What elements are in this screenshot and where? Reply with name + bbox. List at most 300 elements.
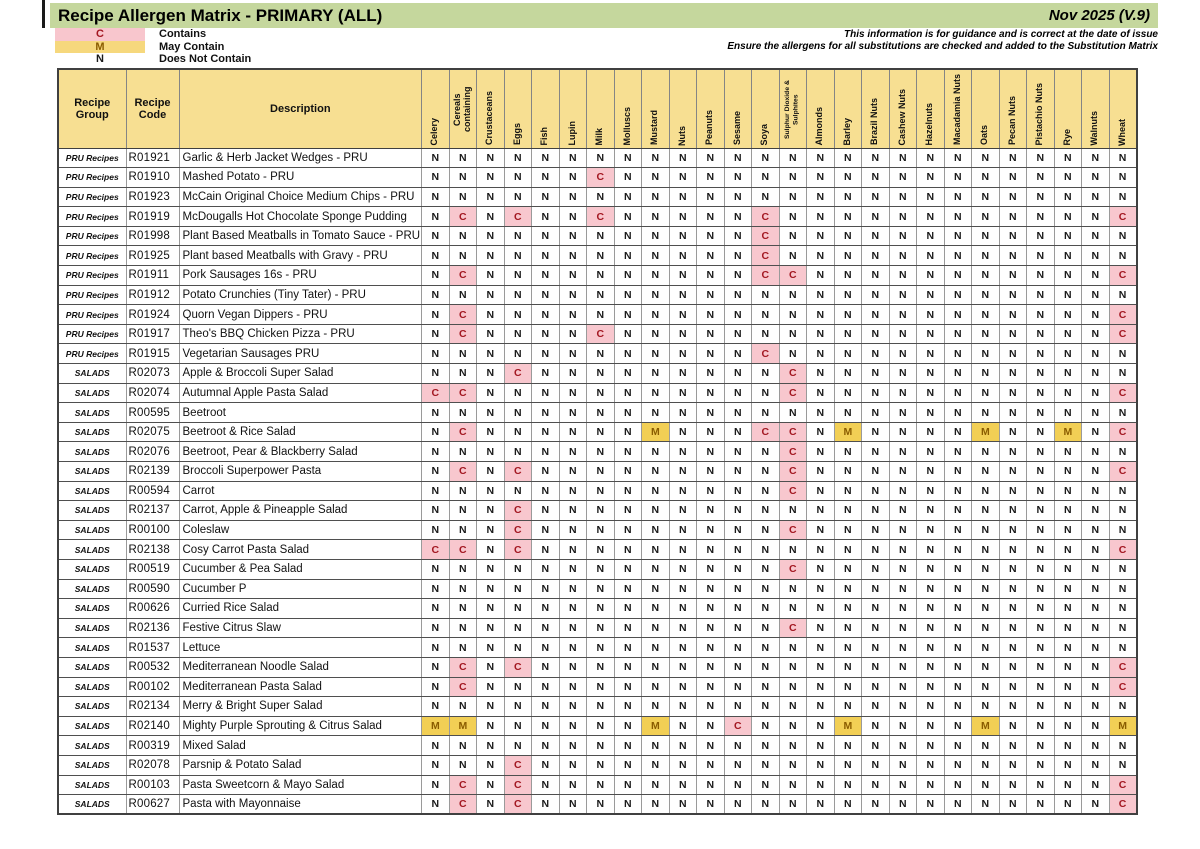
allergen-value-cell: N <box>724 775 752 795</box>
allergen-value-cell: N <box>1054 344 1082 364</box>
allergen-value-cell: N <box>559 246 587 266</box>
allergen-column-label: Peanuts <box>704 110 715 146</box>
allergen-value-cell: N <box>807 599 835 619</box>
allergen-value-cell: N <box>724 324 752 344</box>
allergen-value-cell: N <box>532 364 560 384</box>
allergen-value-cell: N <box>807 403 835 423</box>
allergen-value-cell: N <box>559 795 587 815</box>
allergen-value-cell: N <box>477 383 505 403</box>
recipe-group-cell: PRU Recipes <box>58 207 126 227</box>
allergen-value-cell: N <box>559 148 587 168</box>
allergen-value-cell: N <box>1027 716 1055 736</box>
table-row <box>58 285 1137 305</box>
allergen-value-cell: C <box>504 364 532 384</box>
allergen-column-label: Pecan Nuts <box>1006 96 1017 146</box>
allergen-value-cell: N <box>504 481 532 501</box>
allergen-value-cell: N <box>559 383 587 403</box>
table-row <box>58 775 1137 795</box>
allergen-value-cell: N <box>917 697 945 717</box>
allergen-value-cell: N <box>834 481 862 501</box>
recipe-code-cell: R01925 <box>126 246 179 266</box>
allergen-value-cell: C <box>449 657 477 677</box>
allergen-value-cell: N <box>862 736 890 756</box>
allergen-value-cell: N <box>1109 697 1137 717</box>
allergen-value-cell: N <box>779 755 807 775</box>
allergen-column-label: Hazelnuts <box>924 102 935 146</box>
allergen-value-cell: N <box>917 638 945 658</box>
allergen-value-cell: N <box>972 187 1000 207</box>
allergen-value-cell: N <box>917 305 945 325</box>
legend-row-does-not-contain <box>55 53 251 66</box>
allergen-value-cell: N <box>807 226 835 246</box>
allergen-value-cell: N <box>1054 383 1082 403</box>
allergen-value-cell: N <box>999 755 1027 775</box>
allergen-value-cell: N <box>944 442 972 462</box>
allergen-value-cell: N <box>944 775 972 795</box>
allergen-value-cell: N <box>972 736 1000 756</box>
table-row <box>58 716 1137 736</box>
allergen-value-cell: N <box>999 775 1027 795</box>
allergen-column-label: Walnuts <box>1089 110 1100 146</box>
table-row <box>58 559 1137 579</box>
allergen-value-cell: N <box>944 716 972 736</box>
allergen-value-cell: N <box>862 324 890 344</box>
allergen-value-cell: N <box>1109 755 1137 775</box>
allergen-value-cell: N <box>504 187 532 207</box>
allergen-value-cell: N <box>1027 599 1055 619</box>
allergen-value-cell: N <box>532 520 560 540</box>
table-row <box>58 462 1137 482</box>
recipe-group-cell: SALADS <box>58 677 126 697</box>
allergen-value-cell: N <box>779 677 807 697</box>
table-row <box>58 501 1137 521</box>
allergen-value-cell: N <box>449 285 477 305</box>
allergen-value-cell: N <box>1027 501 1055 521</box>
allergen-value-cell: N <box>587 638 615 658</box>
allergen-value-cell: N <box>1082 285 1110 305</box>
allergen-value-cell: N <box>724 540 752 560</box>
allergen-value-cell: N <box>862 187 890 207</box>
allergen-value-cell: N <box>1027 795 1055 815</box>
allergen-value-cell: N <box>449 442 477 462</box>
allergen-value-cell: N <box>999 501 1027 521</box>
allergen-value-cell: N <box>697 148 725 168</box>
allergen-column-label: Cereals containing <box>451 86 472 132</box>
allergen-value-cell: N <box>972 579 1000 599</box>
allergen-value-cell: M <box>972 422 1000 442</box>
allergen-value-cell: M <box>834 422 862 442</box>
recipe-group-cell: SALADS <box>58 383 126 403</box>
allergen-value-cell: N <box>1027 657 1055 677</box>
allergen-value-cell: N <box>999 187 1027 207</box>
allergen-value-cell: N <box>944 638 972 658</box>
allergen-value-cell: N <box>1027 579 1055 599</box>
allergen-value-cell: N <box>1082 677 1110 697</box>
allergen-value-cell: N <box>752 305 780 325</box>
allergen-value-cell: N <box>559 657 587 677</box>
allergen-value-cell: N <box>614 422 642 442</box>
allergen-value-cell: N <box>697 657 725 677</box>
allergen-value-cell: N <box>559 755 587 775</box>
allergen-value-cell: N <box>1082 364 1110 384</box>
recipe-code-cell: R02075 <box>126 422 179 442</box>
allergen-value-cell: N <box>422 697 450 717</box>
allergen-value-cell: N <box>587 736 615 756</box>
allergen-value-cell: N <box>587 422 615 442</box>
allergen-value-cell: N <box>779 638 807 658</box>
allergen-value-cell: N <box>999 462 1027 482</box>
allergen-value-cell: N <box>807 618 835 638</box>
allergen-value-cell: N <box>999 324 1027 344</box>
allergen-value-cell: N <box>449 364 477 384</box>
allergen-value-cell: N <box>669 697 697 717</box>
allergen-value-cell: N <box>477 364 505 384</box>
allergen-value-cell: N <box>587 442 615 462</box>
allergen-value-cell: N <box>697 579 725 599</box>
allergen-value-cell: N <box>752 168 780 188</box>
allergen-value-cell: N <box>642 501 670 521</box>
allergen-value-cell: N <box>917 775 945 795</box>
allergen-value-cell: N <box>889 187 917 207</box>
allergen-value-cell: N <box>999 736 1027 756</box>
allergen-value-cell: N <box>1054 618 1082 638</box>
description-cell: Plant Based Meatballs in Tomato Sauce - PRU <box>179 226 422 246</box>
allergen-value-cell: N <box>834 305 862 325</box>
recipe-code-cell: R00519 <box>126 559 179 579</box>
allergen-value-cell: N <box>999 266 1027 286</box>
allergen-value-cell: N <box>614 226 642 246</box>
allergen-value-cell: N <box>504 677 532 697</box>
table-row <box>58 579 1137 599</box>
allergen-value-cell: N <box>1027 422 1055 442</box>
allergen-value-cell: N <box>422 638 450 658</box>
allergen-value-cell: N <box>532 207 560 227</box>
allergen-value-cell: N <box>642 540 670 560</box>
allergen-value-cell: N <box>614 579 642 599</box>
table-row <box>58 677 1137 697</box>
recipe-group-cell: PRU Recipes <box>58 285 126 305</box>
allergen-value-cell: N <box>1109 226 1137 246</box>
allergen-value-cell: M <box>642 716 670 736</box>
description-cell: Garlic & Herb Jacket Wedges - PRU <box>179 148 422 168</box>
allergen-value-cell: N <box>642 383 670 403</box>
allergen-value-cell: N <box>477 285 505 305</box>
allergen-value-cell: C <box>504 795 532 815</box>
allergen-column-label: Almonds <box>814 106 825 146</box>
allergen-value-cell: N <box>669 364 697 384</box>
allergen-value-cell: N <box>1082 540 1110 560</box>
allergen-value-cell: N <box>532 716 560 736</box>
allergen-value-cell: N <box>917 422 945 442</box>
allergen-value-cell: N <box>724 226 752 246</box>
allergen-value-cell: N <box>532 481 560 501</box>
allergen-value-cell: N <box>587 403 615 423</box>
recipe-group-cell: SALADS <box>58 540 126 560</box>
allergen-value-cell: N <box>752 697 780 717</box>
allergen-value-cell: N <box>834 559 862 579</box>
allergen-value-cell: N <box>669 305 697 325</box>
recipe-code-cell: R01998 <box>126 226 179 246</box>
allergen-value-cell: N <box>504 246 532 266</box>
allergen-value-cell: N <box>559 540 587 560</box>
recipe-group-cell: SALADS <box>58 442 126 462</box>
allergen-value-cell: N <box>449 559 477 579</box>
allergen-value-cell: N <box>944 383 972 403</box>
allergen-value-cell: N <box>724 344 752 364</box>
allergen-column-label: Molluscs <box>621 106 632 146</box>
allergen-value-cell: N <box>1027 364 1055 384</box>
allergen-value-cell: C <box>587 168 615 188</box>
allergen-value-cell: N <box>559 736 587 756</box>
allergen-value-cell: N <box>917 481 945 501</box>
allergen-value-cell: N <box>752 442 780 462</box>
allergen-value-cell: N <box>862 266 890 286</box>
allergen-value-cell: N <box>917 559 945 579</box>
allergen-value-cell: N <box>504 305 532 325</box>
allergen-value-cell: N <box>477 579 505 599</box>
allergen-value-cell: N <box>532 462 560 482</box>
allergen-value-cell: C <box>504 657 532 677</box>
allergen-value-cell: N <box>944 697 972 717</box>
allergen-column-label: Fish <box>539 126 550 146</box>
allergen-value-cell: N <box>779 246 807 266</box>
recipe-code-cell: R01911 <box>126 266 179 286</box>
allergen-value-cell: N <box>477 716 505 736</box>
allergen-value-cell: N <box>1027 462 1055 482</box>
allergen-column-header <box>532 69 560 148</box>
allergen-value-cell: N <box>999 285 1027 305</box>
allergen-value-cell: N <box>504 148 532 168</box>
allergen-value-cell: N <box>697 364 725 384</box>
allergen-value-cell: N <box>807 540 835 560</box>
allergen-value-cell: N <box>697 599 725 619</box>
table-row <box>58 755 1137 775</box>
allergen-value-cell: N <box>972 775 1000 795</box>
allergen-column-label: Lupin <box>566 121 577 146</box>
allergen-value-cell: N <box>999 422 1027 442</box>
allergen-value-cell: N <box>697 716 725 736</box>
allergen-value-cell: N <box>972 344 1000 364</box>
recipe-group-cell: SALADS <box>58 755 126 775</box>
allergen-value-cell: N <box>724 285 752 305</box>
allergen-value-cell: N <box>477 305 505 325</box>
allergen-value-cell: N <box>944 736 972 756</box>
allergen-value-cell: N <box>972 501 1000 521</box>
allergen-value-cell: N <box>669 324 697 344</box>
allergen-value-cell: N <box>669 226 697 246</box>
allergen-value-cell: N <box>669 285 697 305</box>
allergen-value-cell: N <box>724 677 752 697</box>
allergen-value-cell: N <box>559 226 587 246</box>
legend-label-does-not-contain: Does Not Contain <box>159 53 252 66</box>
recipe-group-cell: PRU Recipes <box>58 344 126 364</box>
allergen-value-cell: N <box>1109 187 1137 207</box>
allergen-value-cell: N <box>807 462 835 482</box>
allergen-value-cell: N <box>642 638 670 658</box>
allergen-value-cell: N <box>834 540 862 560</box>
recipe-code-cell: R00102 <box>126 677 179 697</box>
allergen-value-cell: N <box>477 697 505 717</box>
allergen-value-cell: N <box>532 168 560 188</box>
allergen-value-cell: N <box>477 422 505 442</box>
allergen-value-cell: N <box>449 148 477 168</box>
allergen-value-cell: N <box>587 520 615 540</box>
allergen-value-cell: N <box>532 677 560 697</box>
allergen-value-cell: N <box>807 579 835 599</box>
allergen-column-header <box>697 69 725 148</box>
allergen-value-cell: N <box>642 481 670 501</box>
allergen-value-cell: N <box>559 422 587 442</box>
allergen-value-cell: N <box>587 540 615 560</box>
allergen-value-cell: N <box>1027 736 1055 756</box>
allergen-value-cell: N <box>449 226 477 246</box>
allergen-value-cell: N <box>614 187 642 207</box>
allergen-value-cell: N <box>1027 638 1055 658</box>
allergen-value-cell: N <box>889 324 917 344</box>
allergen-value-cell: C <box>1109 383 1137 403</box>
allergen-value-cell: N <box>477 599 505 619</box>
allergen-value-cell: N <box>614 559 642 579</box>
allergen-value-cell: N <box>614 755 642 775</box>
allergen-value-cell: N <box>449 187 477 207</box>
allergen-value-cell: N <box>724 501 752 521</box>
allergen-value-cell: N <box>917 285 945 305</box>
allergen-value-cell: C <box>779 520 807 540</box>
allergen-value-cell: N <box>422 305 450 325</box>
allergen-value-cell: N <box>917 736 945 756</box>
allergen-value-cell: N <box>972 559 1000 579</box>
allergen-value-cell: N <box>889 246 917 266</box>
allergen-value-cell: N <box>614 285 642 305</box>
recipe-group-cell: PRU Recipes <box>58 226 126 246</box>
allergen-column-header <box>999 69 1027 148</box>
description-cell: Parsnip & Potato Salad <box>179 755 422 775</box>
allergen-value-cell: N <box>724 442 752 462</box>
allergen-value-cell: N <box>697 618 725 638</box>
table-row <box>58 148 1137 168</box>
allergen-value-cell: N <box>834 677 862 697</box>
allergen-value-cell: N <box>504 559 532 579</box>
recipe-group-cell: PRU Recipes <box>58 168 126 188</box>
recipe-code-cell: R00532 <box>126 657 179 677</box>
allergen-value-cell: N <box>587 462 615 482</box>
allergen-value-cell: C <box>752 344 780 364</box>
allergen-value-cell: N <box>1054 638 1082 658</box>
allergen-value-cell: N <box>752 403 780 423</box>
allergen-value-cell: N <box>642 403 670 423</box>
allergen-value-cell: N <box>1082 226 1110 246</box>
allergen-value-cell: N <box>422 266 450 286</box>
allergen-value-cell: N <box>999 795 1027 815</box>
allergen-value-cell: C <box>504 520 532 540</box>
allergen-value-cell: N <box>1054 716 1082 736</box>
allergen-value-cell: N <box>532 795 560 815</box>
allergen-value-cell: N <box>614 305 642 325</box>
allergen-value-cell: N <box>587 246 615 266</box>
allergen-value-cell: N <box>807 187 835 207</box>
allergen-value-cell: N <box>477 148 505 168</box>
description-cell: Coleslaw <box>179 520 422 540</box>
recipe-group-cell: SALADS <box>58 599 126 619</box>
allergen-value-cell: N <box>559 364 587 384</box>
allergen-value-cell: N <box>1054 599 1082 619</box>
allergen-value-cell: N <box>422 677 450 697</box>
allergen-value-cell: N <box>862 481 890 501</box>
allergen-value-cell: C <box>449 462 477 482</box>
table-row <box>58 481 1137 501</box>
allergen-value-cell: N <box>1109 520 1137 540</box>
allergen-value-cell: N <box>779 226 807 246</box>
allergen-value-cell: N <box>972 305 1000 325</box>
allergen-value-cell: N <box>1027 324 1055 344</box>
allergen-value-cell: N <box>1054 697 1082 717</box>
allergen-value-cell: N <box>999 344 1027 364</box>
allergen-value-cell: N <box>642 579 670 599</box>
allergen-value-cell: N <box>642 207 670 227</box>
allergen-value-cell: N <box>779 736 807 756</box>
allergen-value-cell: N <box>669 422 697 442</box>
allergen-value-cell: N <box>862 775 890 795</box>
allergen-value-cell: N <box>1054 168 1082 188</box>
legend-swatch-may-contain: M <box>55 41 145 54</box>
allergen-column-label: Celery <box>429 117 440 146</box>
allergen-value-cell: C <box>449 324 477 344</box>
allergen-value-cell: N <box>917 266 945 286</box>
allergen-value-cell: N <box>917 383 945 403</box>
allergen-value-cell: N <box>697 344 725 364</box>
allergen-value-cell: N <box>944 422 972 442</box>
allergen-value-cell: N <box>422 657 450 677</box>
description-cell: Apple & Broccoli Super Salad <box>179 364 422 384</box>
allergen-value-cell: N <box>614 266 642 286</box>
allergen-value-cell: N <box>1082 755 1110 775</box>
allergen-value-cell: N <box>614 736 642 756</box>
allergen-value-cell: C <box>1109 657 1137 677</box>
allergen-value-cell: N <box>917 187 945 207</box>
allergen-value-cell: N <box>532 501 560 521</box>
description-cell: Beetroot & Rice Salad <box>179 422 422 442</box>
allergen-value-cell: N <box>889 755 917 775</box>
allergen-value-cell: N <box>697 677 725 697</box>
allergen-value-cell: N <box>532 266 560 286</box>
recipe-code-cell: R02139 <box>126 462 179 482</box>
allergen-value-cell: N <box>972 442 1000 462</box>
allergen-value-cell: N <box>422 618 450 638</box>
allergen-value-cell: N <box>559 324 587 344</box>
allergen-value-cell: N <box>477 187 505 207</box>
allergen-value-cell: N <box>944 403 972 423</box>
allergen-value-cell: N <box>1109 481 1137 501</box>
allergen-value-cell: N <box>1027 207 1055 227</box>
allergen-value-cell: C <box>1109 207 1137 227</box>
allergen-value-cell: N <box>889 520 917 540</box>
table-row <box>58 226 1137 246</box>
allergen-value-cell: N <box>1082 305 1110 325</box>
recipe-code-cell: R01910 <box>126 168 179 188</box>
allergen-value-cell: N <box>807 697 835 717</box>
recipe-group-cell: PRU Recipes <box>58 148 126 168</box>
allergen-value-cell: N <box>1027 697 1055 717</box>
allergen-value-cell: N <box>917 579 945 599</box>
allergen-column-label: Wheat <box>1116 118 1127 146</box>
allergen-column-label: Brazil Nuts <box>869 98 880 146</box>
legend-row-may-contain <box>55 41 251 54</box>
allergen-value-cell: N <box>422 520 450 540</box>
allergen-value-cell: N <box>642 755 670 775</box>
allergen-value-cell: C <box>449 422 477 442</box>
allergen-value-cell: N <box>862 599 890 619</box>
allergen-value-cell: N <box>944 187 972 207</box>
